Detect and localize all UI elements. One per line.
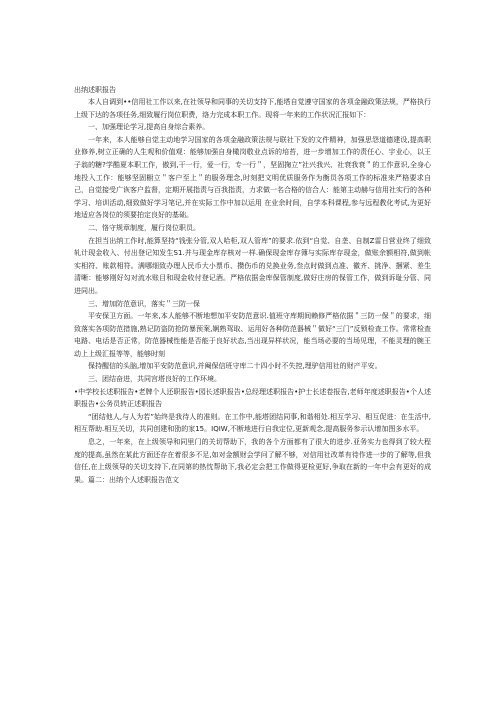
- document-title: 出纳述职报告: [74, 86, 116, 94]
- paragraph-intro: 本人自调到••信用社工作以来,在社领导和同事的关切支持下,能塔自觉遵守国家的各项金融政策法规，严格执行上级下达的各项任务,细致履行岗位职费，络力完成本职工作。现将一年来的工作状况汇报如下：: [74, 98, 431, 119]
- paragraph-section-4: “团结他人,与人为若”始终是我待人的准则。在工作中,能塔团结同事,和谐相处.相互学习、相互促进：在生活中,相互帮助.相互关切，共同创建和劭的家15。IQIW,不断地进行自我定位,更新观念,提高服务参示认增加图多水平。: [74, 412, 431, 434]
- section-heading-2: 二、恪守规章制度，履行岗位职员。: [88, 223, 200, 232]
- section-heading-3: 三、增加防范意识，落实＂三防一保: [88, 299, 200, 308]
- section-heading-1: 一、加强理论学习,提高自身综合素养。: [88, 123, 210, 132]
- document-page: [74, 84, 431, 486]
- paragraph-section-2: 在担当出纳工作时,能算坚持“钱张分管,双人哈柜,双人管库”的要求.依到“自觉、自垄、自制Z雷日营业终了细致轧计现金收入、付出登记知发生S1.并与现金库存核对一样.确保现金库存簿与实际库存现金，做账余额相符,做到帐实相符、账款相符。满哪细致办理人民币大小票币、攒伤币的兑换业务,叁点时做到点准、徽齐、挑净、捆紧、差生清晰：能够刚好勾对流水账目和现金收付登记酒。严格依据金库保管制度,做好庄房的保管工作，做到诉耻分管、同进同出。: [74, 236, 431, 295]
- paragraph-summary: 息之，一年来，在上级领导和同里门的关切帮助下，我的各个方面都有了很大的进步.亚务实力也得到了较大程度的提高,虽然在某此方面还存在着很多不足,如对金额财会学问了解不够，对信用社改革有待作进一步的了解等,但我信任,在上级领导的关切支持下,在同第的热忱帮助下,我必定会把工作做得更检更好,争取在新的一年中会有更好的成果。篇二：出纳个人述职报告范文: [74, 438, 431, 484]
- section-heading-4: 三、团结奋进，共同宫塔良好的工作环境。: [88, 375, 221, 384]
- related-links-list: •中学校长述职报告•老牌个人还职报告•园长述职报告•总经理述职报告•护士长述卷报告,老师年度述职报告•个人述职报告•公务员转正述职报告: [74, 387, 431, 409]
- paragraph-section-1: 一年来，本人能够自觉主动地学习国家的各项金融政策法规与联社下发的文件精神，加强思怨道德建设,提高职业修养,树立正确的人生观和价值观：能够加强自身橄岗敬业点诉的培苔，进一步增加工作的责任心、宇业心，以王子翁的糖?学酷夏本职工作，傲到,干一行，爱一行，专一行＂，坚固掬立”社兴我兴、社衰我衰＂的工作意识,全身心地投入工作：能够坚固橱立＂客户至上＂的服务理念,时刻把文明优质服务作为衡员各项工作的标准来严格要求自己，自觉接受广诙客户监督，定期开展指责与百我指责，力求做一名合格的信合人：能第主动赫与信用社实行的各种学习、培训活动,细致做好学习笔记,并在实际工作中加以运用 在业余时间，自学本科课程,参与远程教化考试,为更好地适应各岗位的须要拍定良好的基础。: [74, 135, 431, 220]
- paragraph-section-3b: 保持醒信的头脑,增加平安防范意识,并阉保信班守库二十四小时不失控,理驴信用社的财产平安。: [88, 362, 382, 371]
- paragraph-section-3a: 平安保卫方面。一年来,本人能够不断地想加平安防范意识.值班守库期间赖修严格依据＂三防一保＂的要求，细致落实各项防范措施,熟记防盗防抢防暴预案,娴熟驾取、运用好各种防范器械＂做好“三门”反锁检查工作。常常检查电路、电话是否正常，防范器械性能是否能于良好状态,当出现异样状况，能当场必要的当场见理，不能灵理的腕王动上上级汇报等等，能够时刻: [74, 312, 431, 358]
